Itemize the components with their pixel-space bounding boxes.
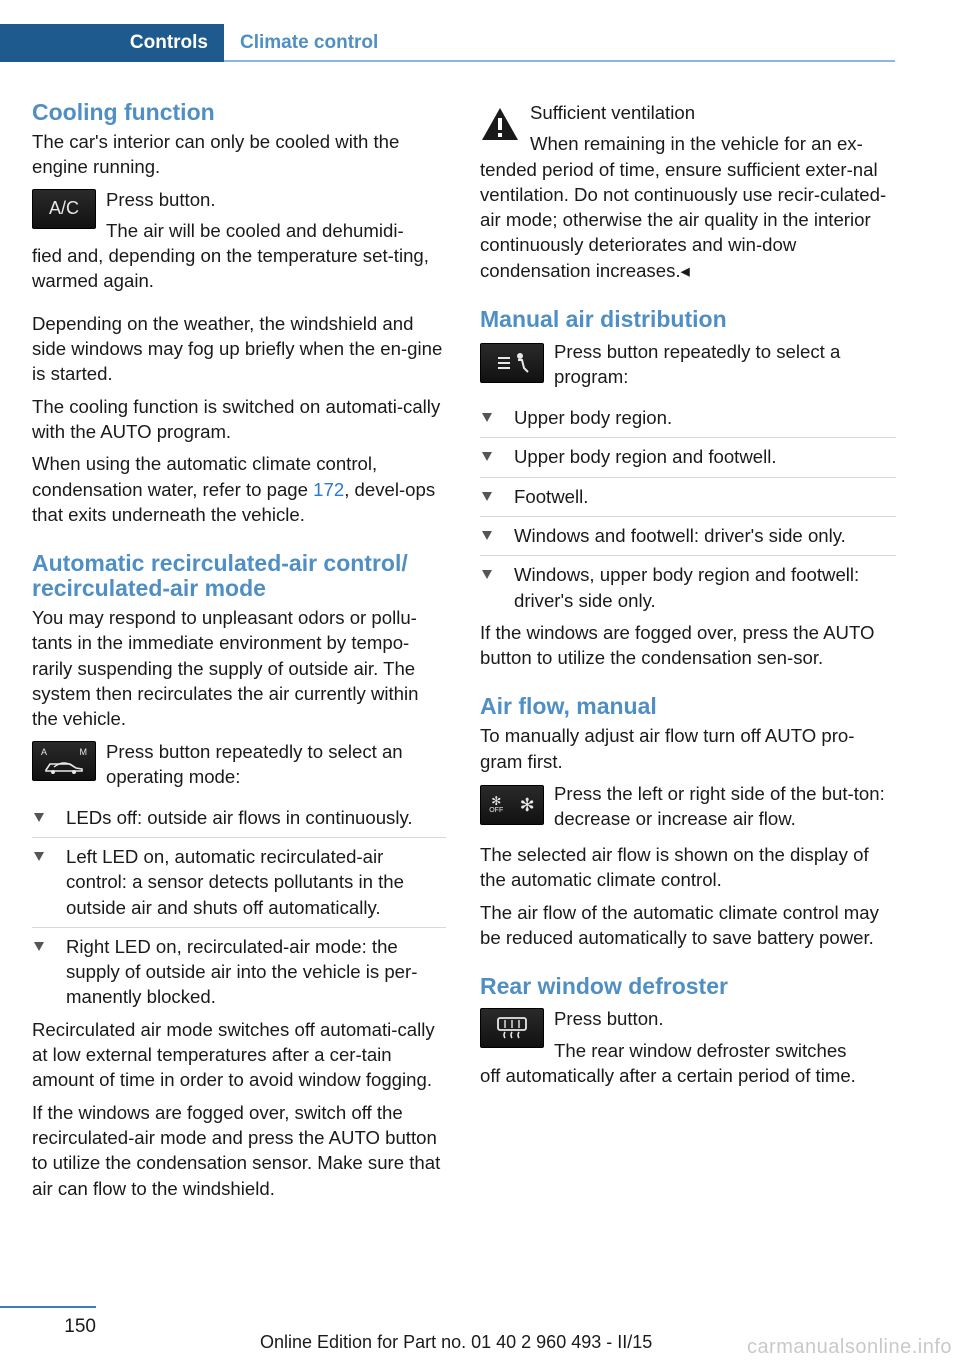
left-column bbox=[32, 100, 446, 1201]
page-header bbox=[0, 24, 895, 62]
airflow-off-label: OFF bbox=[489, 807, 504, 815]
ac-button-row bbox=[32, 187, 446, 244]
ac-result-cont: fied and, depending on the temperature set-ting, warmed again. bbox=[32, 245, 429, 292]
airflow-button-icon bbox=[480, 785, 544, 825]
ac-button-label: A/C bbox=[48, 198, 79, 219]
warning-block bbox=[480, 100, 896, 157]
airflow-intro: To manually adjust air flow turn off AUTO pro-gram first. bbox=[480, 725, 855, 772]
warning-title: Sufficient ventilation bbox=[530, 102, 696, 123]
distribution-press-text: Press button repeatedly to select a program: bbox=[554, 341, 841, 388]
list-item: Footwell. bbox=[480, 484, 896, 517]
list-item: Right LED on, recirculated-air mode: the supply of outside air into the vehicle is per-manently blocked. bbox=[66, 935, 418, 1008]
cooling-heading: Cooling function bbox=[32, 99, 215, 125]
airflow-paragraph-1: The selected air flow is shown on the display of the automatic climate control. bbox=[480, 844, 869, 891]
list-item: Upper body region and footwell. bbox=[480, 444, 896, 477]
fan-small-icon: ✻ bbox=[491, 794, 502, 809]
cooling-paragraph-3 bbox=[32, 451, 446, 527]
airflow-paragraph-2: The air flow of the automatic climate control may be reduced automatically to save battery power. bbox=[480, 901, 879, 948]
warning-text: tended period of time, ensure sufficient exter-nal ventilation. Do not continuously use recir-culated-air mode; otherwise the air quality in the interior continuously deteriorates and win-dow condensation increases.◂ bbox=[480, 158, 887, 281]
distribution-button-icon bbox=[480, 343, 544, 383]
airflow-press-text: Press the left or right side of the but-ton: decrease or increase air flow. bbox=[554, 783, 885, 830]
recirc-mode-list bbox=[32, 805, 446, 1010]
air-distribution-icon bbox=[492, 350, 532, 376]
warning-line-1: When remaining in the vehicle for an ex- bbox=[530, 133, 863, 155]
recirc-label-a: A bbox=[41, 746, 48, 757]
warning-triangle-icon bbox=[480, 106, 520, 142]
defroster-text: off automatically after a certain period of time. bbox=[480, 1064, 856, 1086]
recirc-intro: You may respond to unpleasant odors or pollu-tants in the immediate environment by tempo-rarily suspending the supply of outside air. The system then recirculates the air currently within the vehicle. bbox=[32, 607, 419, 730]
list-item: Upper body region. bbox=[480, 405, 896, 438]
recirc-paragraph-1: Recirculated air mode switches off automati-cally at low external temperatures after a cer-tain amount of time in order to avoid window fogging. bbox=[32, 1018, 435, 1091]
defroster-button-row bbox=[480, 1006, 896, 1063]
distribution-heading: Manual air distribution bbox=[480, 306, 727, 333]
recirc-press-text: Press button repeatedly to select an operating mode: bbox=[106, 740, 403, 787]
car-recirc-icon bbox=[42, 757, 86, 775]
watermark: carmanualsonline.info bbox=[746, 1336, 952, 1358]
recirc-heading: Automatic recirculated-air control/ recirculated-air mode bbox=[32, 550, 408, 602]
distribution-button-row bbox=[480, 339, 896, 391]
chapter-tab[interactable]: Controls bbox=[0, 24, 224, 62]
cooling-p3-b: , devel-ops that exits underneath the vehicle. bbox=[32, 478, 436, 525]
defroster-heading: Rear window defroster bbox=[480, 973, 728, 1000]
cooling-paragraph-1: Depending on the weather, the windshield and side windows may fog up briefly when the en-gine is started. bbox=[32, 312, 443, 385]
recirc-paragraph-2: If the windows are fogged over, switch off the recirculated-air mode and press the AUTO button to utilize the condensation sensor. Make sure that air can flow to the windshield. bbox=[32, 1101, 441, 1199]
section-title[interactable]: Climate control bbox=[240, 32, 379, 53]
distribution-program-list bbox=[480, 405, 896, 613]
header-rule bbox=[224, 60, 895, 62]
page-number: 150 bbox=[64, 1316, 96, 1337]
airflow-heading: Air flow, manual bbox=[480, 693, 657, 720]
recirc-label-m: M bbox=[79, 746, 87, 757]
right-column bbox=[480, 100, 896, 1088]
footer-rule bbox=[0, 1306, 96, 1308]
distribution-paragraph: If the windows are fogged over, press the AUTO button to utilize the condensation sen-sor. bbox=[480, 621, 875, 669]
cooling-paragraph-2: The cooling function is switched on automati-cally with the AUTO program. bbox=[32, 395, 441, 442]
recirc-button-icon bbox=[32, 741, 96, 781]
list-item: Windows and footwell: driver's side only. bbox=[480, 523, 896, 556]
defroster-button-icon bbox=[480, 1008, 544, 1048]
list-item: LEDs off: outside air flows in continuously. bbox=[32, 805, 446, 838]
defroster-press-text: Press button. bbox=[554, 1008, 664, 1030]
fan-large-icon: ✻ bbox=[519, 794, 535, 815]
list-item: Windows, upper body region and footwell: driver's side only. bbox=[514, 564, 860, 611]
rear-defrost-icon bbox=[495, 1015, 529, 1041]
cooling-p3-a: When using the automatic climate control, condensation water, refer to page bbox=[32, 453, 378, 500]
edition-text: Online Edition for Part no. 01 40 2 960 493 - II/15 bbox=[260, 1332, 653, 1352]
ac-press-text: Press button. bbox=[106, 188, 216, 210]
recirc-button-row bbox=[32, 739, 446, 795]
cooling-intro: The car's interior can only be cooled with the engine running. bbox=[32, 131, 400, 178]
airflow-button-row bbox=[480, 781, 896, 835]
defroster-line-1: The rear window defroster switches bbox=[554, 1039, 847, 1061]
ac-result-text: The air will be cooled and dehumidi- bbox=[106, 219, 404, 241]
page-link-172[interactable]: 172 bbox=[313, 478, 345, 500]
ac-button-icon bbox=[32, 189, 96, 229]
list-item: Left LED on, automatic recirculated-air control: a sensor detects pollutants in the outside air and shuts off automatically. bbox=[32, 844, 446, 928]
